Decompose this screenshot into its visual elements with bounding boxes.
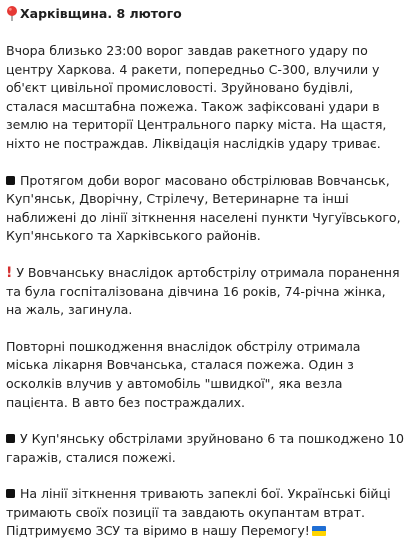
paragraph-shelling-settlements: Протягом доби ворог масовано обстрілював Вовчанськ, Куп'янськ, Дворічну, Стрілечу, Ветеринарне та інші наближені до лінії зіткнення населені пункти Чугуївського, Куп'янського та Харківського районів.: [6, 172, 401, 244]
pushpin-icon: [6, 5, 18, 21]
red-exclamation-icon: !: [6, 264, 13, 281]
paragraph-hospital-damage: Повторні пошкодження внаслідок обстрілу отримала міська лікарня Вовчанська, сталася пожежа. Один з осколків влучив у автомобіль "швидкої", яка везла пацієнта. В авто без постраждалих.: [6, 338, 361, 410]
post-header: [6, 4, 404, 22]
ukraine-flag-icon: [312, 526, 326, 536]
paragraph-casualties: ! У Вовчанську внаслідок артобстрілу отримала поранення та була госпіталізована дівчина 16 років, 74-річна жінка, на жаль, загинула.: [6, 264, 400, 318]
paragraph-kupiansk-garages: У Куп'янську обстрілами зруйновано 6 та пошкоджено 10 гаражів, сталися пожежі.: [6, 431, 404, 465]
black-square-icon: [6, 434, 15, 443]
paragraph-rocket-strike: Вчора близько 23:00 ворог завдав ракетного удару по центру Харкова. 4 ракети, попередньо С-300, влучили у об'єкт цивільної промисловості. Зруйновано будівлі, сталася масштабна пожежа. Також зафіксовані удари в землю на території Центрального парку міста. На щастя, ніхто не постраждав. Ліквідація наслідків удару триває.: [6, 43, 387, 151]
black-square-icon: [6, 176, 15, 185]
black-square-icon: [6, 489, 15, 498]
post-title: Харківщина. 8 лютого: [20, 5, 182, 21]
paragraph-front-line: На лінії зіткнення тривають запеклі бої. Українські бійці тримають своїх позиції та завдають окупантам втрат. Підтримуємо ЗСУ та віримо в нашу Перемогу!: [6, 486, 391, 539]
